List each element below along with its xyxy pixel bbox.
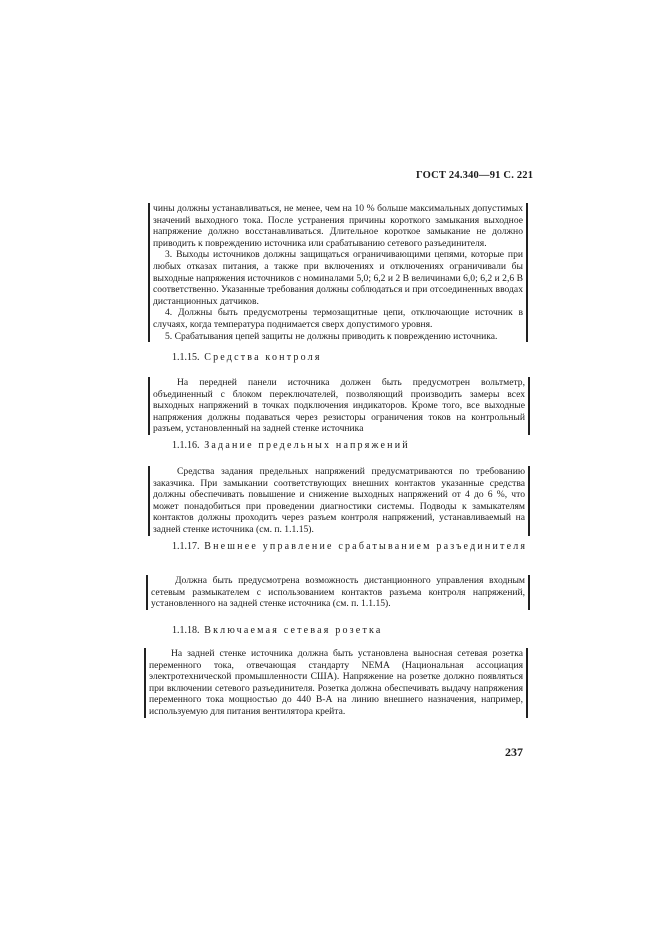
section-number: 1.1.17. [172, 541, 200, 552]
section-number: 1.1.18. [172, 625, 200, 636]
remote-control-text-block: Должна быть предусмотрена возможность дистанционного управления входным сетевым размыкателем с использованием контактов разъема контроля напряжений, установленного на задней стенке источника (см. п. 1.1.15). [146, 575, 530, 610]
section-title: Задание предельных напряжений [204, 440, 410, 451]
section-heading-1-1-18 [172, 625, 383, 636]
page-number: 237 [505, 745, 523, 759]
section-title: Включаемая сетевая розетка [204, 625, 383, 636]
paragraph: чины должны устанавливаться, не менее, чем на 10 % больше максимальных допустимых значений выходного тока. После устранения причины короткого замыкания выходное напряжение должно восстанавливаться. Длительное короткое замыкание не должно приводить к повреждению источника или срабатыванию сетевого разъединителя. [153, 203, 523, 249]
section-heading-1-1-17 [148, 541, 528, 553]
paragraph: 4. Должны быть предусмотрены термозащитные цепи, отключающие источник в случаях, когда температура поднимается сверх допустимого уровня. [153, 307, 523, 330]
paragraph: 5. Срабатывания цепей защиты не должны приводить к повреждению источника. [165, 330, 498, 342]
protection-text-block [148, 203, 528, 342]
limit-voltage-text-block: Средства задания предельных напряжений предусматриваются по требованию заказчика. При замыкании соответствующих внешних контактов указанные средства должны обеспечивать повышение и снижение выходных напряжений от 4 до 6 %, что может понадобиться при проведении диагностики системы. Подводы к замыкателям контактов должны проходить через разъем контроля напряжений, устанавливаемый на задней стенке источника (см. п. 1.1.15). [148, 466, 530, 536]
monitoring-text-block: На передней панели источника должен быть предусмотрен вольтметр, объединенный с блоком переключателей, позволяющий производить замеры всех выходных напряжений в точках подключения индикаторов. Кроме того, все выходные напряжения должны подаваться через резисторы ограничения токов на контрольный разъем, установленный на задней стенке источника [148, 377, 530, 435]
section-title: Средства контроля [204, 352, 322, 363]
outlet-text-block: На задней стенке источника должна быть установлена выносная сетевая розетка переменного тока, отвечающая стандарту NEMA (Национальная ассоциация электротехнической промышленности США). Напряжение на розетке должно появляться при включении сетевого разъединителя. Розетка должна обеспечивать выдачу напряжения переменного тока мощностью до 440 В-А на линию внешнего назначения, например, используемую для питания вентилятора крейта. [144, 648, 528, 718]
section-number: 1.1.15. [172, 352, 200, 363]
section-title: Внешнее управление срабатыванием разъединителя [204, 541, 528, 552]
paragraph: 3. Выходы источников должны защищаться ограничивающими цепями, которые при любых отказах питания, а также при включениях и отключениях ограничивали бы выходные напряжения источников с номиналами 5,0; 6,2 и 2 В величинами 6,0; 6,2 и 2,6 В соответственно. Указанные требования должны соблюдаться и при отсоединенных вводах дистанционных датчиков. [153, 249, 523, 307]
page-header: ГОСТ 24.340—91 С. 221 [416, 170, 534, 181]
section-heading-1-1-16 [172, 440, 410, 451]
section-number: 1.1.16. [172, 440, 200, 451]
section-heading-1-1-15 [172, 352, 322, 363]
